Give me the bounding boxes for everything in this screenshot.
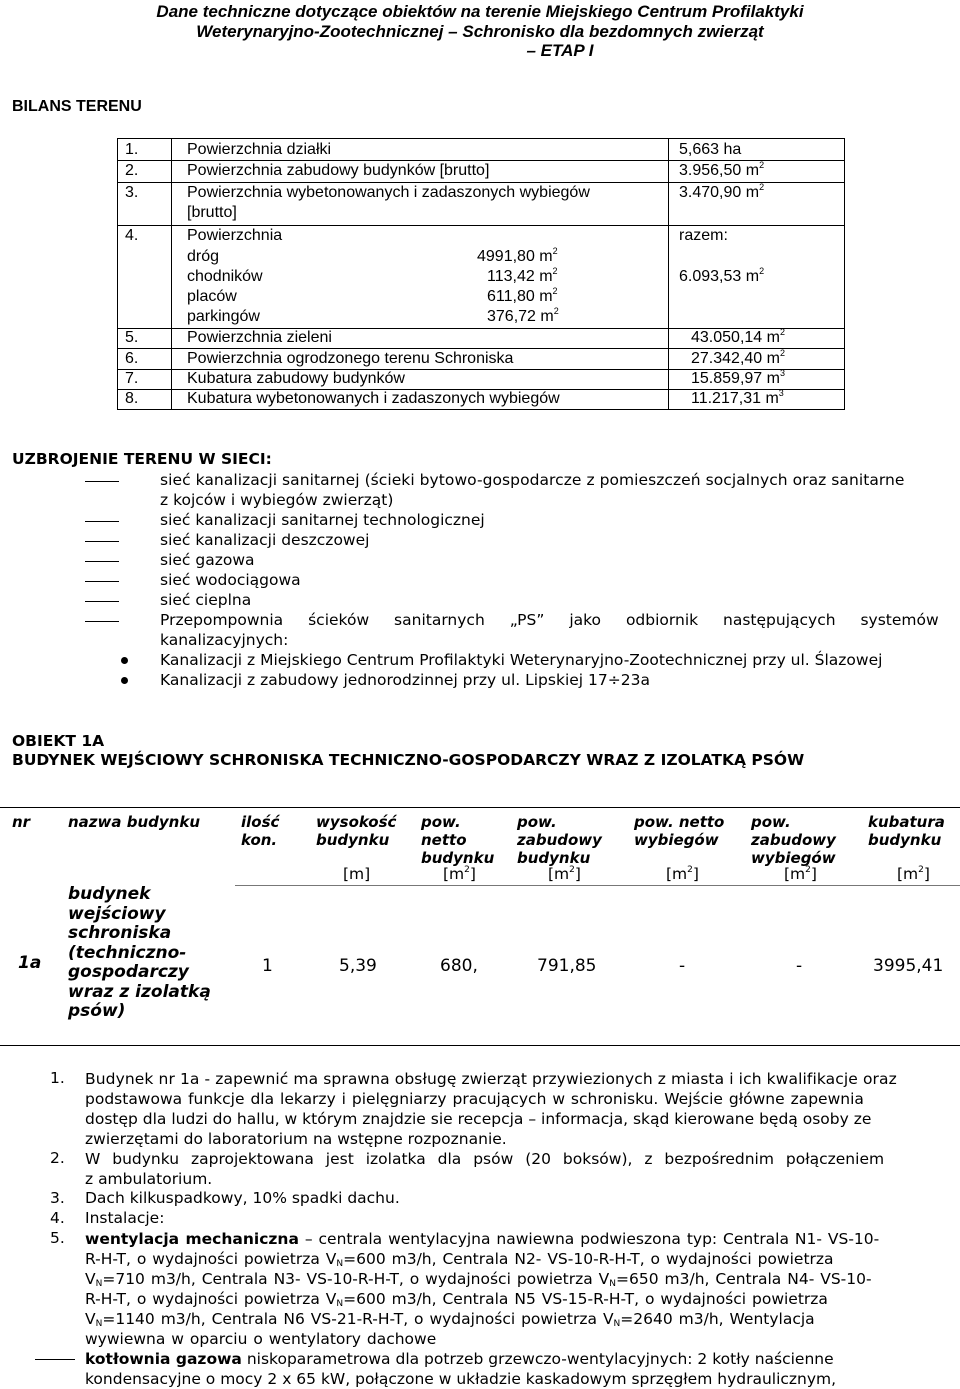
bilans-subitem: parkingów	[187, 308, 260, 325]
network-item: Przepompownia ścieków sanitarnych „PS” jako odbiornik następujących systemów	[160, 611, 939, 629]
bilans-label: Kubatura wybetonowanych i zadaszonych wybiegów	[187, 390, 560, 407]
note-6-boiler: kotłownia gazowa niskoparametrowa dla potrzeb grzewczo-wentylacyjnych: 2 kotły naścienne kondensacyjne o mocy 2 x 65 kW, połączone w układzie kaskadowym sprzęgłem hydraulicznym,	[85, 1350, 837, 1388]
bilans-subvalue: 376,72 $m^2$	[487, 306, 559, 325]
bilans-subitem: placów	[187, 288, 237, 305]
network-item-cont: kanalizacyjnych:	[160, 631, 289, 649]
bilans-value: 11.217,31 $m^3$	[691, 388, 784, 407]
network-item: sieć kanalizacji sanitarnej (ścieki bytowo-gospodarcze z pomieszczeń socjalnych oraz sanitarne	[160, 471, 905, 489]
network-item: sieć gazowa	[160, 551, 255, 569]
bilans-value: 3.470,90 $m^2$	[679, 182, 765, 201]
col-header-netto: pow. netto budynku	[421, 813, 495, 867]
bilans-label: Kubatura zabudowy budynków	[187, 370, 405, 387]
note-number: 1.	[50, 1069, 65, 1087]
col-header-ilosc: ilość kon.	[241, 813, 280, 849]
bilans-value: 5,663 ha	[679, 141, 742, 158]
col-header-netto-wyb: pow. netto wybiegów	[634, 813, 725, 849]
note-4: Instalacje:	[85, 1209, 165, 1227]
bilans-nr: 7.	[125, 370, 139, 387]
bilans-nr: 4.	[125, 227, 139, 244]
object-table	[0, 807, 960, 1047]
bullet-icon	[121, 657, 128, 664]
note-number: 4.	[50, 1209, 65, 1227]
bilans-nr: 8.	[125, 390, 139, 407]
row-nr: 1a	[18, 953, 42, 973]
network-item: sieć kanalizacji deszczowej	[160, 531, 370, 549]
row-netto: 680,	[440, 956, 478, 976]
col-header-wysokosc: wysokość budynku	[316, 813, 397, 849]
bilans-label: Powierzchnia	[187, 227, 283, 244]
network-item: sieć wodociągowa	[160, 571, 301, 589]
unit: [m]	[343, 865, 371, 883]
unit: $[m^2]$	[443, 865, 476, 883]
unit: $[m^2]$	[666, 865, 699, 883]
row-zabudowy: 791,85	[537, 956, 597, 976]
object-subtitle: BUDYNEK WEJŚCIOWY SCHRONISKA TECHNICZNO-GOSPODARCZY WRAZ Z IZOLATKĄ PSÓW	[12, 751, 805, 769]
bilans-value: 15.859,97 $m^3$	[691, 368, 785, 387]
bilans-label: Powierzchnia działki	[187, 141, 332, 158]
col-header-name: nazwa budynku	[68, 813, 200, 831]
row-ilosc: 1	[262, 956, 273, 976]
bilans-value: 3.956,50 $m^2$	[679, 160, 765, 179]
row-zab-wyb: -	[796, 956, 803, 976]
bilans-nr: 3.	[125, 184, 139, 201]
bilans-label-cont: [brutto]	[187, 204, 237, 221]
document-header	[0, 2, 960, 61]
bilans-label: Powierzchnia zieleni	[187, 329, 332, 346]
bilans-value: 43.050,14 $m^2$	[691, 327, 785, 346]
bilans-title: BILANS TERENU	[12, 98, 142, 115]
bilans-value: 27.342,40 $m^2$	[691, 348, 785, 367]
network-item: sieć kanalizacji sanitarnej technologicznej	[160, 511, 485, 529]
note-5-ventilation: wentylacja mechaniczna – centrala wentylacyjna nawiewna podwieszona typ: Centrala N1- VS-10- R-H-T, o wydajności powietrza $V_N=600$ m3/h, Centrala N2- VS-10-R-H-T, o wydajności powietrza $V_N=710$ m3/h, Centrala N3- VS-10-R-H-T, o wydajności powietrza $V_N=650$ m3/h, Centrala N4- VS-10- R-H-T, o wydajności powietrza $V_N=600$ m3/h, Centrala N5 VS-15-R-H-T, o wydajności powietrza $V_N=1140$ m3/h, Centrala N6 VS-21-R-H-T, o wydajności powietrza $V_N=2640$ m3/h, Wentylacja wywiewna w oparciu o wentylatory dachowe	[85, 1230, 880, 1348]
bilans-razem-value: 6.093,53 $m^2$	[679, 266, 765, 285]
header-line-1: Dane techniczne dotyczące obiektów na terenie Miejskiego Centrum Profilaktyki	[156, 2, 804, 21]
bilans-label: Powierzchnia wybetonowanych i zadaszonych wybiegów	[187, 184, 590, 201]
bilans-nr: 2.	[125, 162, 139, 179]
note-number: 5.	[50, 1229, 65, 1247]
bullet-icon	[121, 677, 128, 684]
note-2: W budynku zaprojektowana jest izolatka dla psów (20 boksów), z bezpośrednim połączeniem z ambulatorium.	[85, 1150, 885, 1188]
bilans-nr: 6.	[125, 350, 139, 367]
col-header-zab-wyb: pow. zabudowy wybiegów	[751, 813, 836, 867]
bilans-table	[117, 138, 845, 410]
bilans-subitem: dróg	[187, 248, 220, 265]
col-header-zabudowy: pow. zabudowy budynku	[517, 813, 602, 867]
row-wysokosc: 5,39	[339, 956, 377, 976]
bilans-razem-label: razem:	[679, 227, 728, 244]
note-3: Dach kilkuspadkowy, 10% spadki dachu.	[85, 1189, 400, 1207]
bilans-subvalue: 113,42 $m^2$	[487, 266, 558, 285]
bilans-subitem: chodników	[187, 268, 263, 285]
col-header-kubatura: kubatura budynku	[868, 813, 945, 849]
row-netto-wyb: -	[679, 956, 686, 976]
bullet-item: Kanalizacji z zabudowy jednorodzinnej przy ul. Lipskiej 17÷23a	[160, 671, 650, 689]
bullet-item: Kanalizacji z Miejskiego Centrum Profilaktyki Weterynaryjno-Zootechnicznej przy ul. Ślazowej	[160, 651, 883, 669]
object-title: OBIEKT 1A	[12, 732, 105, 750]
unit: $[m^2]$	[784, 865, 817, 883]
network-item: sieć cieplna	[160, 591, 252, 609]
header-line-3: – ETAP I	[526, 41, 594, 60]
uzbrojenie-title: UZBROJENIE TERENU W SIECI:	[12, 450, 272, 468]
note-number: 2.	[50, 1149, 65, 1167]
note-number: 3.	[50, 1189, 65, 1207]
network-item-cont: z kojców i wybiegów zwierząt)	[160, 491, 394, 509]
unit: $[m^2]$	[548, 865, 581, 883]
bilans-label: Powierzchnia zabudowy budynków [brutto]	[187, 162, 490, 179]
bilans-nr: 5.	[125, 329, 139, 346]
bilans-label: Powierzchnia ogrodzonego terenu Schroniska	[187, 350, 514, 367]
bilans-subvalue: 4991,80 $m^2$	[477, 246, 558, 265]
header-line-2: Weterynaryjno-Zootechnicznej – Schronisko dla bezdomnych zwierząt	[196, 21, 764, 41]
bilans-nr: 1.	[125, 141, 139, 158]
unit: $[m^2]$	[897, 865, 930, 883]
note-1: Budynek nr 1a - zapewnić ma sprawna obsługę zwierząt przywiezionych z miasta i ich kwalifikacje oraz podstawowa funkcje dla lekarzy i pielęgniarzy pracujących w schronisku. Wejście główne zapewnia dostęp dla ludzi do hallu, w którym znajdzie sie recepcja – informacja, skąd kierowane będą osoby ze zwierzętami do laboratorium na wstępne rozpoznanie.	[85, 1070, 897, 1148]
row-kubatura: 3995,41	[873, 956, 944, 976]
row-name: budynek wejściowy schroniska (techniczno-gospodarczy wraz z izolatką psów)	[68, 884, 211, 1021]
col-header-nr: nr	[12, 813, 31, 831]
bilans-subvalue: 611,80 $m^2$	[487, 286, 558, 305]
